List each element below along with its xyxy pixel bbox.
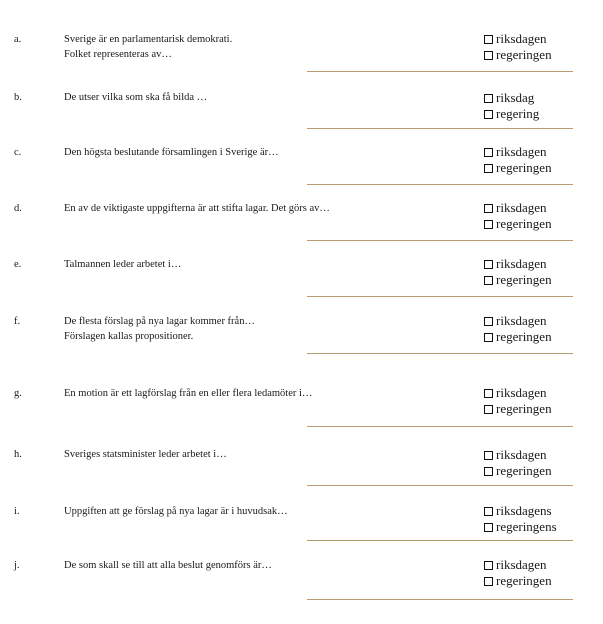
- checkbox[interactable]: [484, 204, 493, 213]
- answer-line: [307, 353, 573, 354]
- question-letter: c.: [14, 147, 22, 158]
- answer-options: [484, 447, 552, 479]
- checkbox[interactable]: [484, 276, 493, 285]
- option-riksdagen[interactable]: [484, 256, 552, 272]
- option-label: regering: [496, 106, 540, 121]
- question-text: [64, 201, 474, 216]
- question-text: [64, 314, 474, 344]
- question-line: Folket representeras av…: [64, 49, 172, 60]
- option-label: regeringen: [496, 160, 552, 175]
- question-text: [64, 447, 474, 462]
- option-riksdagen[interactable]: [484, 447, 552, 463]
- question-letter: d.: [14, 203, 22, 214]
- checkbox[interactable]: [484, 561, 493, 570]
- checkbox[interactable]: [484, 164, 493, 173]
- option-regeringen[interactable]: [484, 401, 552, 417]
- option-label: regeringen: [496, 463, 552, 478]
- option-regeringen[interactable]: [484, 216, 552, 232]
- answer-options: [484, 256, 552, 288]
- question-line: Talmannen leder arbetet i…: [64, 259, 182, 270]
- checkbox[interactable]: [484, 523, 493, 532]
- answer-line: [307, 71, 573, 72]
- answer-options: [484, 503, 557, 535]
- question-text: [64, 386, 474, 401]
- checkbox[interactable]: [484, 577, 493, 586]
- checkbox[interactable]: [484, 220, 493, 229]
- answer-line: [307, 184, 573, 185]
- checkbox[interactable]: [484, 35, 493, 44]
- option-riksdagen[interactable]: [484, 385, 552, 401]
- question-text: [64, 90, 474, 105]
- checkbox[interactable]: [484, 389, 493, 398]
- answer-options: [484, 313, 552, 345]
- answer-line: [307, 240, 573, 241]
- option-label: regeringen: [496, 216, 552, 231]
- option-riksdag[interactable]: [484, 90, 539, 106]
- question-line: Sverige är en parlamentarisk demokrati.: [64, 34, 233, 45]
- option-regeringen[interactable]: [484, 329, 552, 345]
- question-letter: i.: [14, 506, 20, 517]
- option-riksdagen[interactable]: [484, 557, 552, 573]
- option-riksdagen[interactable]: [484, 31, 552, 47]
- answer-line: [307, 599, 573, 600]
- option-label: riksdagen: [496, 313, 547, 328]
- option-regeringen[interactable]: [484, 573, 552, 589]
- option-label: riksdagens: [496, 503, 552, 518]
- question-letter: b.: [14, 92, 22, 103]
- question-text: [64, 257, 474, 272]
- option-regeringen[interactable]: [484, 160, 552, 176]
- checkbox[interactable]: [484, 467, 493, 476]
- checkbox[interactable]: [484, 405, 493, 414]
- checkbox[interactable]: [484, 451, 493, 460]
- option-riksdagens[interactable]: [484, 503, 557, 519]
- question-line: Den högsta beslutande församlingen i Sverige är…: [64, 147, 279, 158]
- question-text: [64, 145, 474, 160]
- question-line: En av de viktigaste uppgifterna är att stifta lagar. Det görs av…: [64, 203, 330, 214]
- answer-line: [307, 426, 573, 427]
- question-line: Förslagen kallas propositioner.: [64, 331, 194, 342]
- option-regering[interactable]: [484, 106, 539, 122]
- question-letter: g.: [14, 388, 22, 399]
- question-letter: a.: [14, 34, 22, 45]
- question-letter: e.: [14, 259, 22, 270]
- option-label: riksdagen: [496, 200, 547, 215]
- option-regeringens[interactable]: [484, 519, 557, 535]
- option-regeringen[interactable]: [484, 47, 552, 63]
- question-line: De flesta förslag på nya lagar kommer från…: [64, 316, 255, 327]
- option-regeringen[interactable]: [484, 272, 552, 288]
- option-label: riksdagen: [496, 256, 547, 271]
- option-label: regeringen: [496, 573, 552, 588]
- question-line: Sveriges statsminister leder arbetet i…: [64, 449, 227, 460]
- option-label: riksdagen: [496, 144, 547, 159]
- question-line: De som skall se till att alla beslut genomförs är…: [64, 560, 272, 571]
- answer-line: [307, 128, 573, 129]
- question-text: [64, 32, 474, 62]
- question-line: En motion är ett lagförslag från en eller flera ledamöter i…: [64, 388, 313, 399]
- checkbox[interactable]: [484, 260, 493, 269]
- question-text: [64, 558, 474, 573]
- option-riksdagen[interactable]: [484, 200, 552, 216]
- checkbox[interactable]: [484, 148, 493, 157]
- checkbox[interactable]: [484, 94, 493, 103]
- checkbox[interactable]: [484, 507, 493, 516]
- option-label: riksdagen: [496, 385, 547, 400]
- question-line: De utser vilka som ska få bilda …: [64, 92, 208, 103]
- checkbox[interactable]: [484, 51, 493, 60]
- answer-options: [484, 557, 552, 589]
- checkbox[interactable]: [484, 317, 493, 326]
- question-letter: h.: [14, 449, 22, 460]
- option-label: riksdagen: [496, 557, 547, 572]
- option-regeringen[interactable]: [484, 463, 552, 479]
- answer-options: [484, 200, 552, 232]
- answer-options: [484, 144, 552, 176]
- option-label: regeringen: [496, 272, 552, 287]
- question-letter: f.: [14, 316, 21, 327]
- option-label: riksdagen: [496, 447, 547, 462]
- answer-options: [484, 385, 552, 417]
- checkbox[interactable]: [484, 333, 493, 342]
- option-label: regeringen: [496, 329, 552, 344]
- option-label: regeringens: [496, 519, 557, 534]
- option-label: regeringen: [496, 401, 552, 416]
- checkbox[interactable]: [484, 110, 493, 119]
- question-letter: j.: [14, 560, 20, 571]
- option-riksdagen[interactable]: [484, 313, 552, 329]
- question-text: [64, 504, 474, 519]
- option-riksdagen[interactable]: [484, 144, 552, 160]
- answer-options: [484, 90, 539, 122]
- question-line: Uppgiften att ge förslag på nya lagar är i huvudsak…: [64, 506, 288, 517]
- answer-line: [307, 296, 573, 297]
- option-label: riksdag: [496, 90, 535, 105]
- option-label: riksdagen: [496, 31, 547, 46]
- option-label: regeringen: [496, 47, 552, 62]
- answer-line: [307, 485, 573, 486]
- answer-options: [484, 31, 552, 63]
- answer-line: [307, 540, 573, 541]
